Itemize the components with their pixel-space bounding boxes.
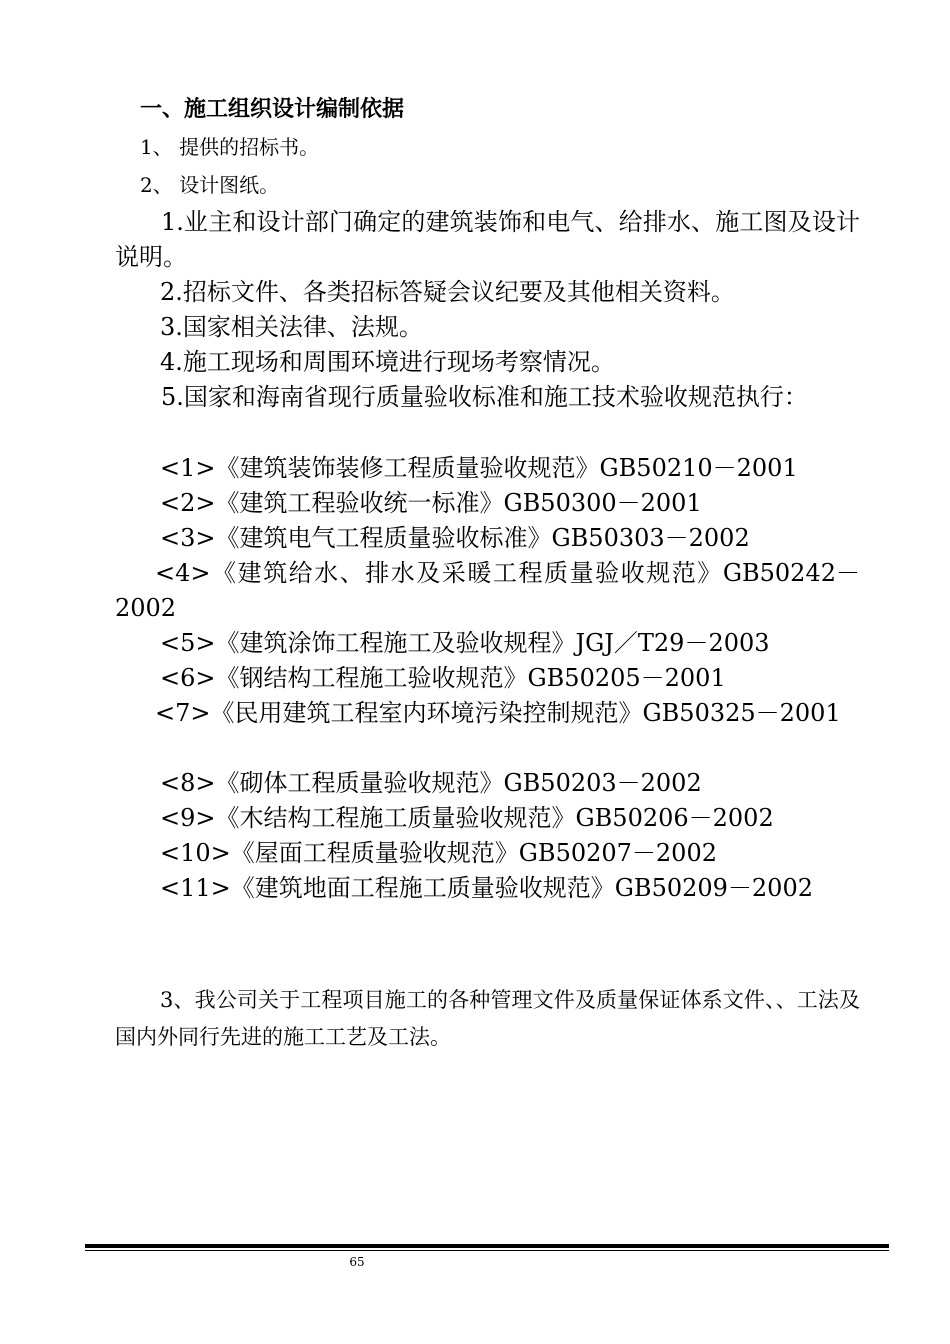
point-tender-documents: 2.招标文件、各类招标答疑会议纪要及其他相关资料。 xyxy=(160,278,735,306)
standard-item: <4>《建筑给水、排水及采暖工程质量验收规范》GB50242－2002 xyxy=(115,559,860,622)
standard-item: <2>《建筑工程验收统一标准》GB50300－2001 xyxy=(160,489,702,517)
page-number: 65 xyxy=(349,1255,365,1269)
point-acceptance-standards: 5.国家和海南省现行质量验收标准和施工技术验收规范执行： xyxy=(161,383,808,411)
standard-item: <10>《屋面工程质量验收规范》GB50207－2002 xyxy=(160,839,717,867)
standard-item: <5>《建筑涂饰工程施工及验收规程》JGJ／T29－2003 xyxy=(160,629,770,657)
standard-item: <6>《钢结构工程施工验收规范》GB50205－2001 xyxy=(160,664,726,692)
standard-item: <9>《木结构工程施工质量验收规范》GB50206－2002 xyxy=(160,804,774,832)
footer-divider-thin xyxy=(85,1250,889,1251)
standard-item: <8>《砌体工程质量验收规范》GB50203－2002 xyxy=(160,769,702,797)
point-site-survey: 4.施工现场和周围环境进行现场考察情况。 xyxy=(160,348,615,376)
section-heading: 一、施工组织设计编制依据 xyxy=(140,97,405,122)
footer-divider-thick xyxy=(85,1244,889,1248)
standard-item: <7>《民用建筑工程室内环境污染控制规范》GB50325－2001 xyxy=(155,699,841,727)
point-owner-design-documents: 1.业主和设计部门确定的建筑装饰和电气、给排水、施工图及设计说明。 xyxy=(115,208,860,271)
standard-item: <11>《建筑地面工程施工质量验收规范》GB50209－2002 xyxy=(160,874,813,902)
basis-item-company-documents: 3、我公司关于工程项目施工的各种管理文件及质量保证体系文件、、工法及国内外同行先进的施工工艺及工法。 xyxy=(115,988,860,1049)
basis-item-design-drawings: 2、 设计图纸。 xyxy=(140,173,280,197)
standard-item: <3>《建筑电气工程质量验收标准》GB50303－2002 xyxy=(160,524,750,552)
basis-item-tender-document: 1、 提供的招标书。 xyxy=(140,135,320,159)
standard-item: <1>《建筑装饰装修工程质量验收规范》GB50210－2001 xyxy=(160,454,798,482)
point-laws-regulations: 3.国家相关法律、法规。 xyxy=(160,313,423,341)
